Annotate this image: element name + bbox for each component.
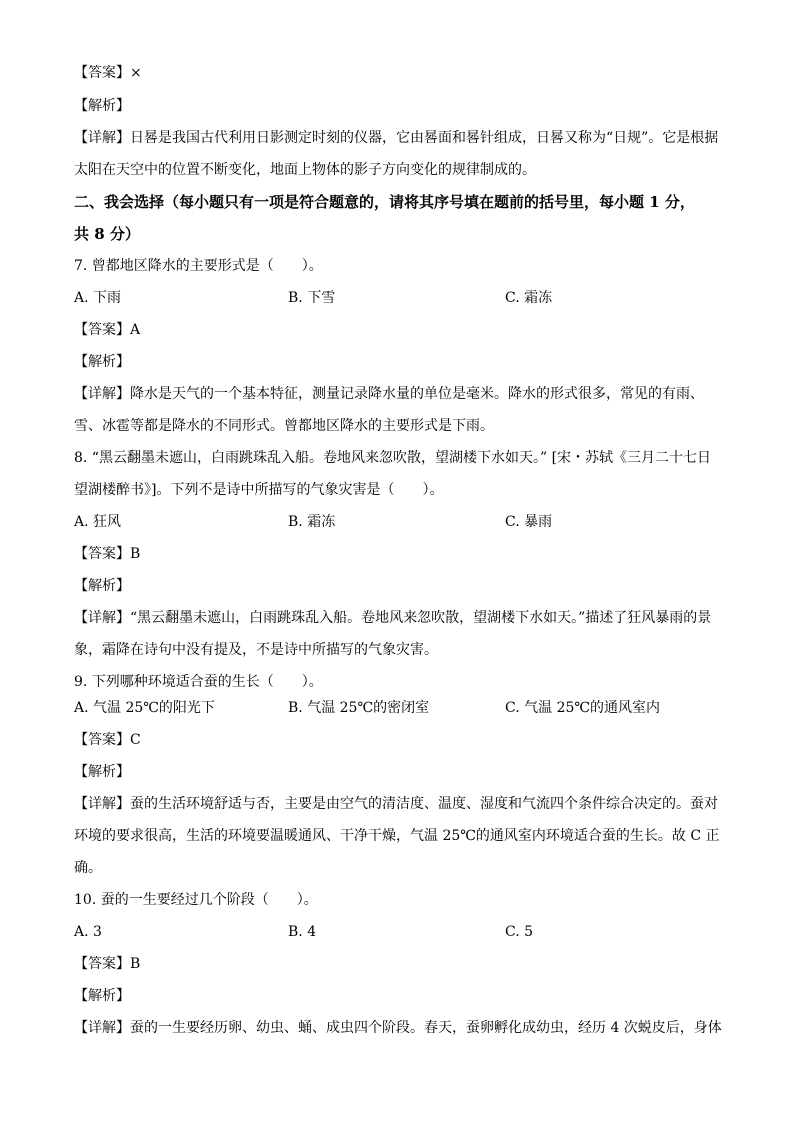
option-a: A. 3 <box>74 924 102 940</box>
question-8-cont: 望湖楼醉书》]。下列不是诗中所描写的气象灾害是（ ）。 <box>74 482 444 498</box>
option-c: C. 气温 25℃的通风室内 <box>505 700 661 716</box>
detail-text: 【详解】日晷是我国古代利用日影测定时刻的仪器，它由晷面和晷针组成，日晷又称为“日规”。它是根据 <box>74 130 719 146</box>
analysis-label: 【解析】 <box>74 764 130 780</box>
option-c: C. 霜冻 <box>505 290 553 306</box>
detail-text: 【详解】“黑云翻墨未遮山，白雨跳珠乱入船。卷地风来忽吹散，望湖楼下水如天。”描述了狂风暴雨的景 <box>74 610 712 626</box>
analysis-label: 【解析】 <box>74 988 130 1004</box>
analysis-label: 【解析】 <box>74 354 130 370</box>
option-b: B. 霜冻 <box>288 514 336 530</box>
option-c: C. 5 <box>505 924 534 940</box>
question-10: 10. 蚕的一生要经过几个阶段（ ）。 <box>74 892 318 908</box>
option-a: A. 气温 25℃的阳光下 <box>74 700 215 716</box>
detail-text: 确。 <box>74 860 102 876</box>
detail-text: 【详解】蚕的生活环境舒适与否，主要是由空气的清洁度、温度、湿度和气流四个条件综合决定的。蚕对 <box>74 796 718 812</box>
detail-text: 太阳在天空中的位置不断变化，地面上物体的影子方向变化的规律制成的。 <box>74 162 536 178</box>
answer-label: 【答案】B <box>74 956 141 972</box>
answer-label: 【答案】× <box>74 65 142 81</box>
detail-text: 【详解】蚕的一生要经历卵、幼虫、蛹、成虫四个阶段。春天，蚕卵孵化成幼虫，经历 4 次蜕皮后，身体 <box>74 1020 722 1036</box>
detail-text: 【详解】降水是天气的一个基本特征，测量记录降水量的单位是毫米。降水的形式很多，常见的有雨、 <box>74 386 704 402</box>
options-q9 <box>74 698 734 718</box>
section-heading-cont: 共 8 分） <box>74 225 140 243</box>
section-heading: 二、我会选择（每小题只有一项是符合题意的，请将其序号填在题前的括号里，每小题 1 分， <box>74 193 695 211</box>
detail-text: 环境的要求很高，生活的环境要温暖通风、干净干燥，气温 25℃的通风室内环境适合蚕的生长。故 C 正 <box>74 828 720 844</box>
option-b: B. 下雪 <box>288 290 336 306</box>
question-7: 7. 曾都地区降水的主要形式是（ ）。 <box>74 258 323 274</box>
detail-text: 象，霜降在诗句中没有提及，不是诗中所描写的气象灾害。 <box>74 642 438 658</box>
analysis-label: 【解析】 <box>74 578 130 594</box>
question-8: 8. “黑云翻墨未遮山，白雨跳珠乱入船。卷地风来忽吹散，望湖楼下水如天。” [宋・苏轼《三月二十七日 <box>74 450 712 466</box>
option-a: A. 下雨 <box>74 290 122 306</box>
answer-label: 【答案】A <box>74 322 141 338</box>
answer-label: 【答案】C <box>74 732 141 748</box>
answer-label: 【答案】B <box>74 546 141 562</box>
options-q8 <box>74 512 734 532</box>
detail-text: 雪、冰雹等都是降水的不同形式。曾都地区降水的主要形式是下雨。 <box>74 418 494 434</box>
option-b: B. 4 <box>288 924 317 940</box>
option-c: C. 暴雨 <box>505 514 553 530</box>
option-a: A. 狂风 <box>74 514 122 530</box>
options-q7 <box>74 288 734 308</box>
options-q10 <box>74 922 734 942</box>
question-9: 9. 下列哪种环境适合蚕的生长（ ）。 <box>74 674 323 690</box>
option-b: B. 气温 25℃的密闭室 <box>288 700 430 716</box>
analysis-label: 【解析】 <box>74 98 130 114</box>
